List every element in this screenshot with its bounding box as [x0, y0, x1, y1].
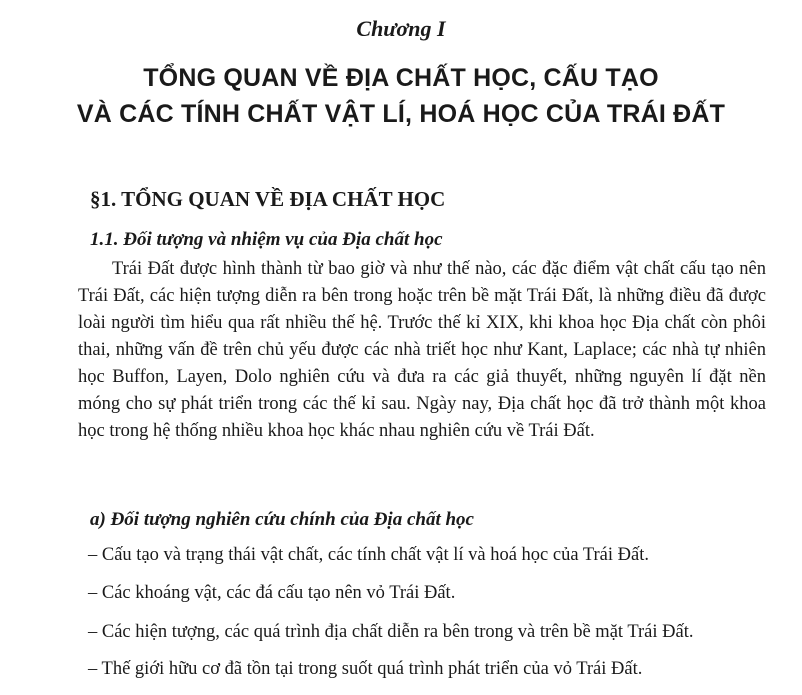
list-item: – Cấu tạo và trạng thái vật chất, các tính chất vật lí và hoá học của Trái Đất. [88, 545, 649, 565]
chapter-label: Chương I [356, 16, 446, 41]
list-item: – Thế giới hữu cơ đã tồn tại trong suốt quá trình phát triển của vỏ Trái Đất. [88, 659, 643, 679]
subsection-heading: 1.1. Đối tượng và nhiệm vụ của Địa chất học [90, 229, 443, 250]
section-heading: §1. TỔNG QUAN VỀ ĐỊA CHẤT HỌC [90, 187, 446, 211]
list-item: – Các khoáng vật, các đá cấu tạo nên vỏ Trái Đất. [88, 583, 456, 603]
body-paragraph: Trái Đất được hình thành từ bao giờ và như thế nào, các đặc điểm vật chất cấu tạo nên Trái Đất, các hiện tượng diễn ra bên trong hoặc trên bề mặt Trái Đất, là những điều đã được loài người tìm hiểu qua rất nhiều thế hệ. Trước thế kỉ XIX, khi khoa học Địa chất còn phôi thai, những vấn đề trên chủ yếu được các nhà triết học như Kant, Laplace; các nhà tự nhiên học Buffon, Layen, Dolo nghiên cứu và đưa ra các giả thuyết, những nguyên lí đặt nền móng cho sự phát triển trong các thế kỉ sau. Ngày nay, Địa chất học đã trở thành một khoa học trong hệ thống nhiều khoa học khác nhau nghiên cứu về Trái Đất. [78, 259, 766, 441]
chapter-title-line-2: VÀ CÁC TÍNH CHẤT VẬT LÍ, HOÁ HỌC CỦA TRÁI ĐẤT [76, 100, 726, 128]
list-item: – Các hiện tượng, các quá trình địa chất diễn ra bên trong và trên bề mặt Trái Đất. [88, 622, 694, 642]
chapter-title-line-1: TỔNG QUAN VỀ ĐỊA CHẤT HỌC, CẤU TẠO [143, 64, 659, 92]
list-subheading: a) Đối tượng nghiên cứu chính của Địa chất học [90, 509, 474, 530]
